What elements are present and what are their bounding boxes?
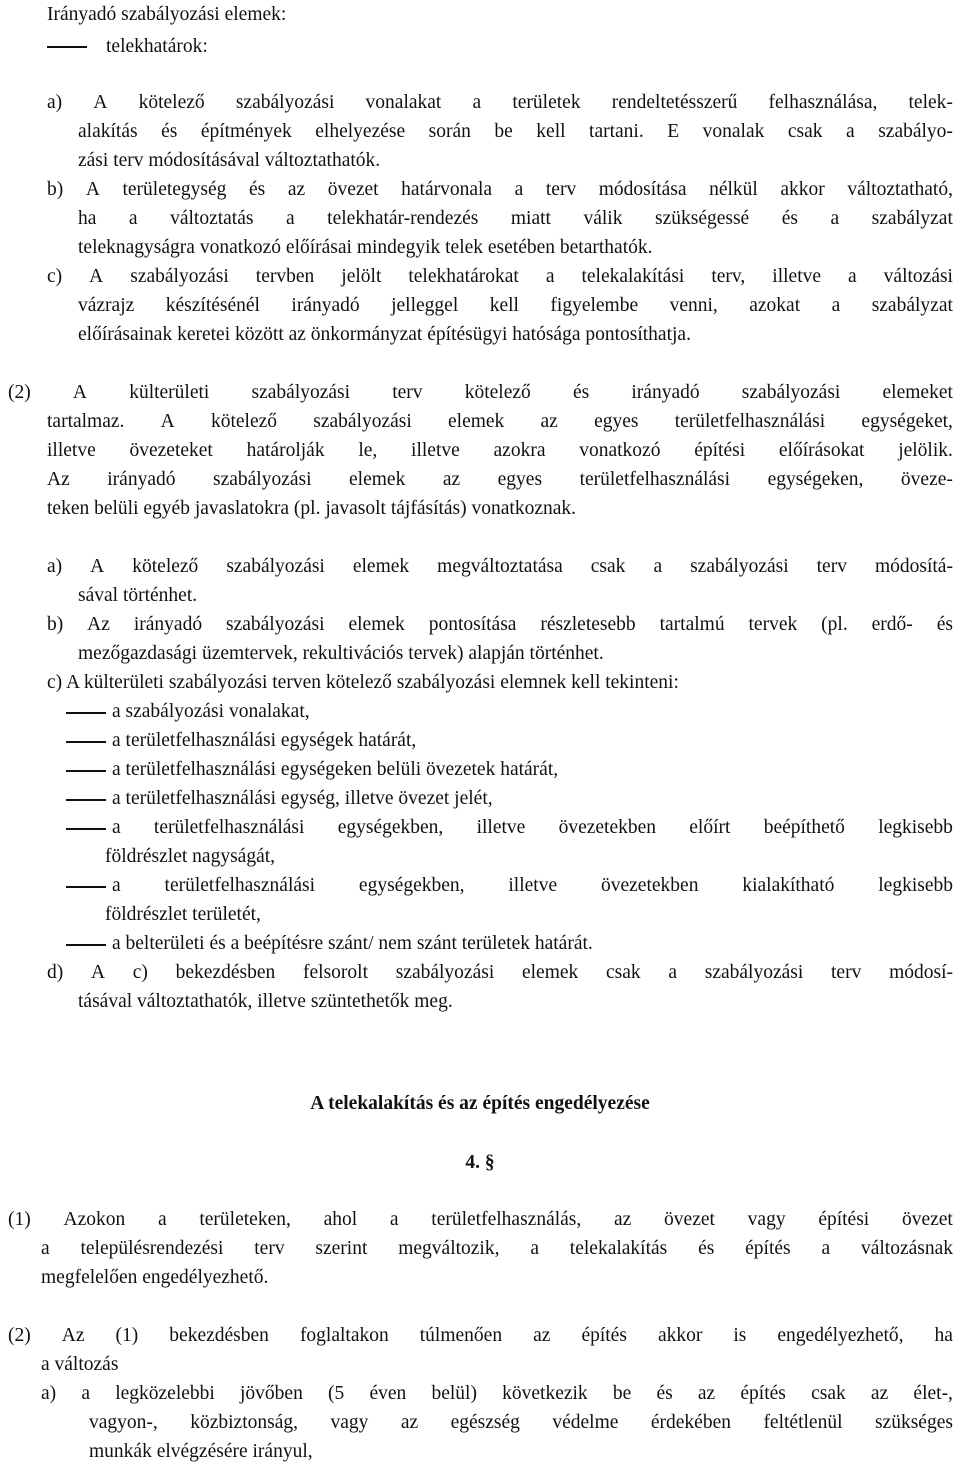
dash-bullet	[66, 886, 106, 888]
block-b-line-1: b) A területegység és az övezet határvonala a terv módosítása nélkül akkor változtatható,	[47, 179, 953, 200]
dash-bullet	[66, 770, 106, 772]
list-item: a területfelhasználási egységeken belüli övezetek határát,	[112, 759, 559, 780]
list-item: a területfelhasználási egységekben, illetve övezetekben kialakítható legkisebb	[112, 875, 953, 896]
list-item: a területfelhasználási egységekben, illetve övezetekben előírt beépíthető legkisebb	[112, 817, 953, 838]
p2b-line-2: mezőgazdasági üzemtervek, rekultivációs tervek) alapján történhet.	[78, 643, 604, 664]
block-a-line-3: zási terv módosításával változtathatók.	[78, 150, 381, 171]
s4-p1-line-1: (1) Azokon a területeken, ahol a területfelhasználás, az övezet vagy építési övezet	[8, 1209, 953, 1230]
s4-p2-line-2: a változás	[41, 1354, 119, 1375]
s4-p2-line-1: (2) Az (1) bekezdésben foglaltakon túlmenően az építés akkor is engedélyezhető, ha	[8, 1325, 953, 1346]
s4-p1-line-2: a településrendezési terv szerint megváltozik, a telekalakítás és építés a változásnak	[41, 1238, 953, 1259]
dash-bullet	[66, 712, 106, 714]
p2d-line-1: d) A c) bekezdésben felsorolt szabályozási elemek csak a szabályozási terv módosí-	[47, 962, 953, 983]
block-b-line-2: ha a változtatás a telekhatár-rendezés miatt válik szükségessé és a szabályzat	[78, 208, 953, 229]
dash-bullet	[66, 741, 106, 743]
s4-p2-a-line-3: munkák elvégzésére irányul,	[89, 1441, 313, 1462]
intro-title: Irányadó szabályozási elemek:	[47, 4, 287, 25]
block-c-line-1: c) A szabályozási tervben jelölt telekhatárokat a telekalakítási terv, illetve a változási	[47, 266, 953, 287]
block-a-line-2: alakítás és építmények elhelyezése során be kell tartani. E vonalak csak a szabályo-	[78, 121, 953, 142]
block-b-line-3: teleknagyságra vonatkozó előírásai mindegyik telek esetében betarthatók.	[78, 237, 653, 258]
list-item-continuation: földrészlet nagyságát,	[105, 846, 276, 867]
section-number: 4. §	[465, 1152, 495, 1173]
p2c-line-1: c) A külterületi szabályozási terven kötelező szabályozási elemnek kell tekinteni:	[47, 672, 679, 693]
para-2-line-5: teken belüli egyéb javaslatokra (pl. javasolt tájfásítás) vonatkoznak.	[47, 498, 577, 519]
dash-bullet	[66, 828, 106, 830]
block-c-line-3: előírásainak keretei között az önkormányzat építésügyi hatósága pontosíthatja.	[78, 324, 691, 345]
list-item: a belterületi és a beépítésre szánt/ nem szánt területek határát.	[112, 933, 593, 954]
intro-dash-item: telekhatárok:	[106, 36, 208, 57]
para-2-line-4: Az irányadó szabályozási elemek az egyes területfelhasználási egységeken, öveze-	[47, 469, 953, 490]
p2b-line-1: b) Az irányadó szabályozási elemek pontosítása részletesebb tartalmú tervek (pl. erdő- és	[47, 614, 953, 635]
p2d-line-2: tásával változtathatók, illetve szüntethetők meg.	[78, 991, 453, 1012]
s4-p2-a-line-2: vagyon-, közbiztonság, vagy az egészség védelme érdekében feltétlenül szükséges	[89, 1412, 953, 1433]
dash-bullet	[66, 799, 106, 801]
para-2-line-2: tartalmaz. A kötelező szabályozási elemek az egyes területfelhasználási egységeket,	[47, 411, 953, 432]
block-a-line-1: a) A kötelező szabályozási vonalakat a területek rendeltetésszerű felhasználása, telek-	[47, 92, 953, 113]
s4-p1-line-3: megfelelően engedélyezhető.	[41, 1267, 269, 1288]
para-2-line-1: (2) A külterületi szabályozási terv kötelező és irányadó szabályozási elemeket	[8, 382, 953, 403]
list-item: a szabályozási vonalakat,	[112, 701, 310, 722]
dash-bullet	[47, 46, 87, 48]
list-item: a területfelhasználási egységek határát,	[112, 730, 417, 751]
dash-bullet	[66, 944, 106, 946]
para-2-line-3: illetve övezeteket határolják le, illetve azokra vonatkozó építési előírásokat jelölik.	[47, 440, 953, 461]
section-heading: A telekalakítás és az építés engedélyezése	[310, 1093, 650, 1114]
list-item-continuation: földrészlet területét,	[105, 904, 261, 925]
p2a-line-1: a) A kötelező szabályozási elemek megváltoztatása csak a szabályozási terv módosítá-	[47, 556, 953, 577]
block-c-line-2: vázrajz készítésénél irányadó jelleggel kell figyelembe venni, azokat a szabályzat	[78, 295, 953, 316]
p2a-line-2: sával történhet.	[78, 585, 198, 606]
list-item: a területfelhasználási egység, illetve övezet jelét,	[112, 788, 493, 809]
s4-p2-a-line-1: a) a legközelebbi jövőben (5 éven belül) következik be és az építés csak az élet-,	[41, 1383, 953, 1404]
